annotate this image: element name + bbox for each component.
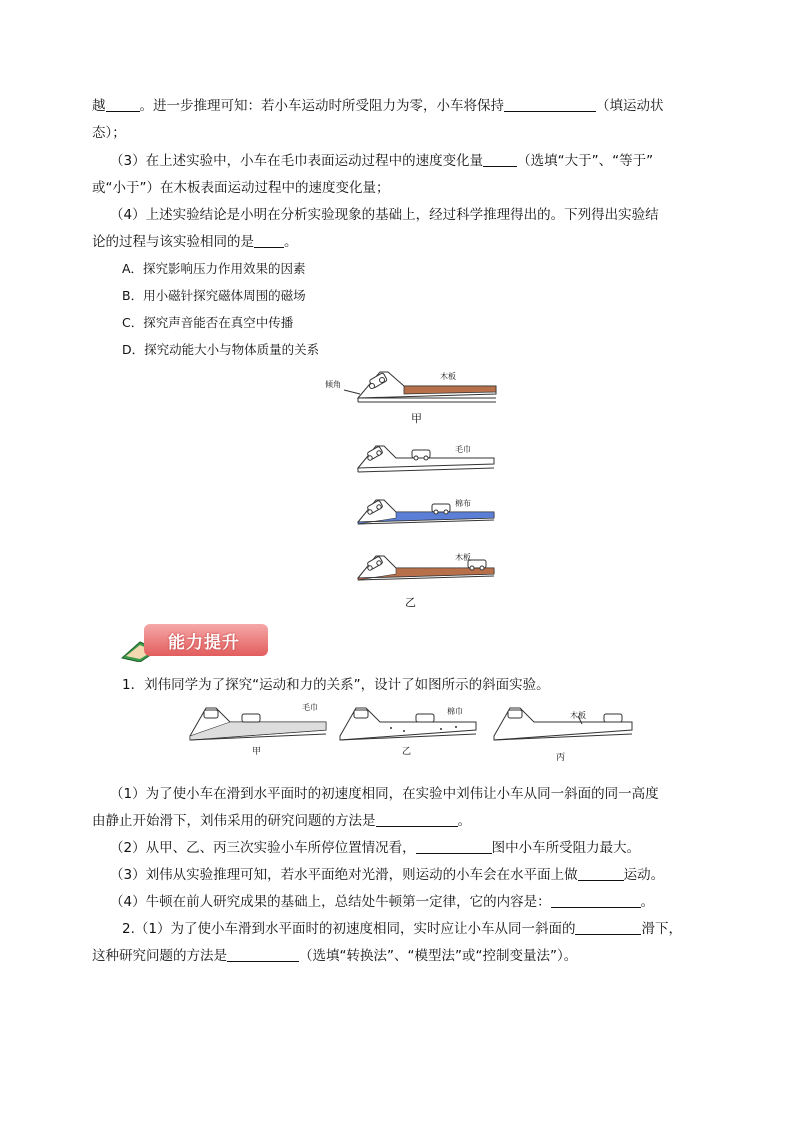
angle-label: 倾角 (325, 380, 341, 389)
answer-blank (483, 152, 517, 167)
text-line: 态）； (92, 125, 126, 141)
text-line: 论的过程与该实验相同的是 。 (92, 234, 298, 250)
answer-blank (575, 920, 641, 935)
question-1-part-4: （4）牛顿在前人研究成果的基础上，总结处牛顿第一定律，它的内容是： 。 (110, 894, 655, 910)
question-4: （4）上述实验结论是小明在分析实验现象的基础上，经过科学推理得出的。下列得出实验结 (110, 207, 659, 223)
answer-blank (254, 233, 284, 248)
answer-blank (227, 947, 299, 962)
cart-icon (204, 710, 218, 718)
question-1-stem: 1．刘伟同学为了探究“运动和力的关系”，设计了如图所示的斜面实验。 (122, 677, 550, 693)
question-3: （3）在上述实验中，小车在毛巾表面运动过程中的速度变化量 （选填“大于”、“等于” (110, 153, 654, 169)
answer-blank (106, 97, 140, 112)
text: （填运动状 (596, 98, 664, 114)
text: 越 (92, 98, 106, 114)
figure-label-jia: 甲 (411, 412, 422, 425)
option-b: B．用小磁针探究磁体周围的磁场 (122, 288, 306, 303)
answer-blank (376, 812, 458, 827)
question-1-part-3: （3）刘伟从实验推理可知，若水平面绝对光滑，则运动的小车会在水平面上做 运动。 (110, 867, 665, 883)
question-1-part-2: （2）从甲、乙、丙三次实验小车所停位置情况看， 图中小车所受阻力最大。 (110, 840, 641, 856)
label-towel: 毛巾 (302, 703, 318, 712)
label-jia: 甲 (252, 747, 262, 757)
figure-label-yi: 乙 (405, 596, 416, 609)
text-line: 或“小于”）在木板表面运动过程中的速度变化量； (92, 180, 390, 196)
answer-blank (551, 893, 641, 908)
option-c: C．探究声音能否在真空中传播 (122, 315, 294, 330)
option-d: D．探究动能大小与物体质量的关系 (122, 342, 320, 357)
section-banner (120, 622, 270, 662)
board-label: 木板 (440, 372, 456, 381)
cart-icon (508, 710, 522, 718)
cart-icon (604, 714, 622, 722)
option-a: A．探究影响压力作用效果的因素 (122, 261, 306, 276)
cart-icon (242, 714, 260, 722)
cotton-label: 棉布 (455, 499, 471, 508)
text-line: 这种研究问题的方法是 （选填“转换法”、“模型法”或“控制变量法”）。 (92, 948, 578, 964)
cart-icon (412, 450, 430, 460)
towel-label: 毛巾 (455, 445, 471, 454)
label-cotton: 棉巾 (447, 707, 463, 716)
label-yi: 乙 (402, 747, 412, 757)
text: 。进一步推理可知：若小车运动时所受阻力为零，小车将保持 (139, 98, 504, 114)
answer-blank (578, 866, 624, 881)
board-label-2: 木板 (455, 553, 471, 562)
figure-ramp-cotton (352, 494, 502, 530)
question-1-part-1: （1）为了使小车在滑到水平面时的初速度相同，在实验中刘伟让小车从同一斜面的同一高度 (110, 786, 659, 802)
cart-icon (416, 714, 434, 722)
cart-icon (432, 504, 450, 514)
text-line: 由静止开始滑下，刘伟采用的研究问题的方法是 。 (92, 813, 471, 829)
label-bing: 丙 (556, 753, 566, 763)
banner-title: 能力提升 (168, 633, 240, 653)
answer-blank (416, 839, 492, 854)
figure-ramp-towel (352, 440, 502, 476)
answer-blank (504, 97, 596, 112)
question-2: 2.（1）为了使小车滑到水平面时的初速度相同，实时应让小车从同一斜面的 滑下， (122, 921, 682, 937)
cart-icon (354, 710, 368, 718)
figure-ramp-board-2 (352, 550, 502, 586)
label-board: 木板 (570, 711, 586, 720)
text-line (92, 96, 664, 116)
